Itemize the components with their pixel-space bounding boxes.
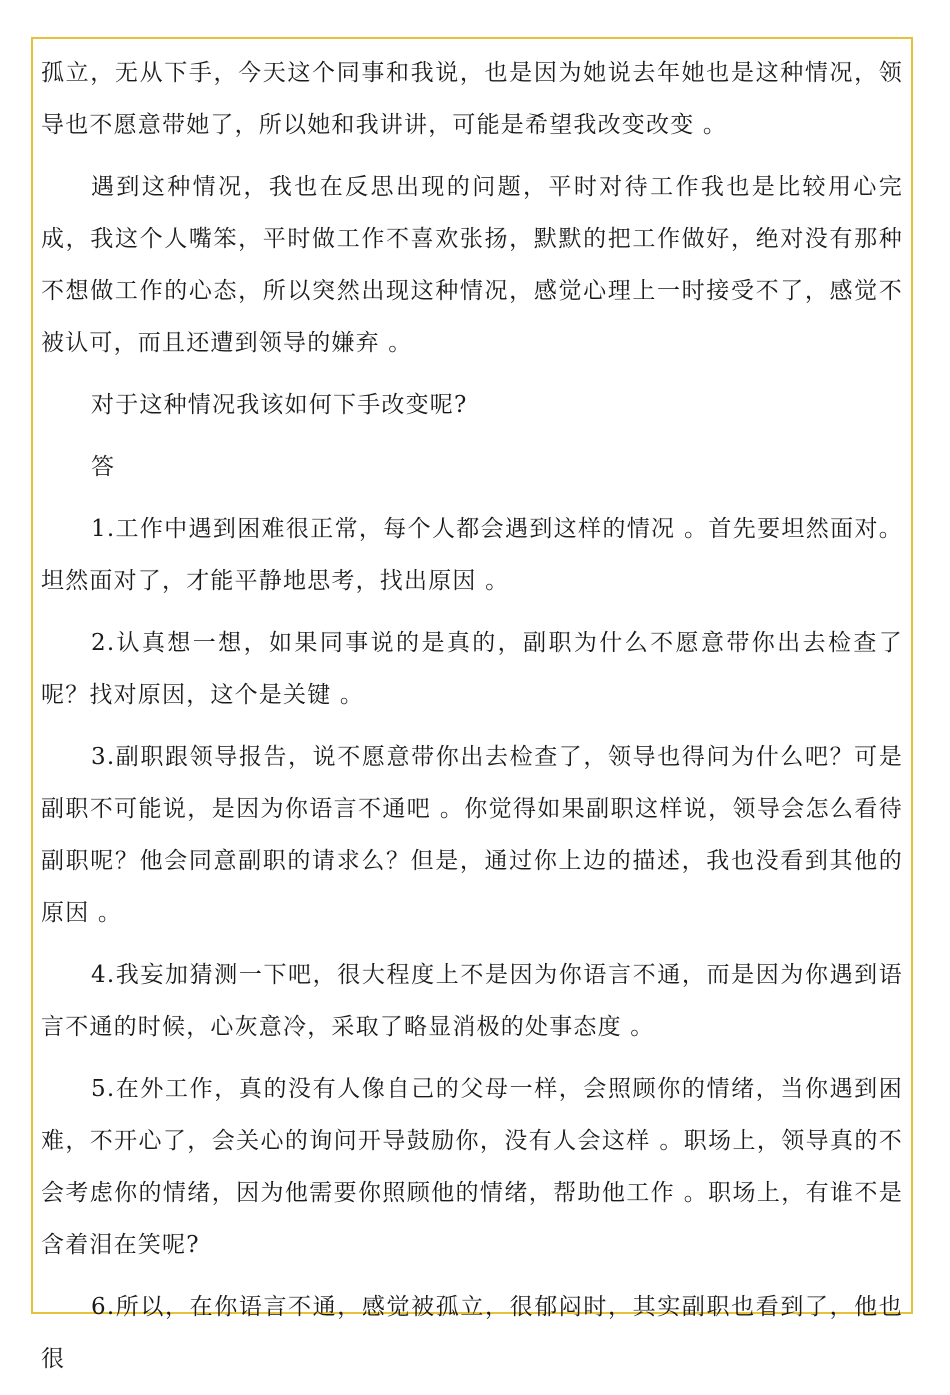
document-body xyxy=(41,47,903,1395)
paragraph-2: 遇到这种情况，我也在反思出现的问题，平时对待工作我也是比较用心完成，我这个人嘴笨，平时做工作不喜欢张扬，默默的把工作做好，绝对没有那种不想做工作的心态，所以突然出现这种情况，感觉心理上一时接受不了，感觉不被认可，而且还遭到领导的嫌弃 。 xyxy=(41,174,903,356)
paragraph-4: 答 xyxy=(91,454,116,480)
paragraph-1: 孤立，无从下手，今天这个同事和我说，也是因为她说去年她也是这种情况，领导也不愿意带她了，所以她和我讲讲，可能是希望我改变改变 。 xyxy=(41,60,903,138)
paragraph-7: 3.副职跟领导报告，说不愿意带你出去检查了，领导也得问为什么吧？可是副职不可能说，是因为你语言不通吧 。你觉得如果副职这样说，领导会怎么看待副职呢？他会同意副职的请求么？但是，通过你上边的描述，我也没看到其他的原因 。 xyxy=(41,744,903,926)
paragraph-5: 1.工作中遇到困难很正常，每个人都会遇到这样的情况 。首先要坦然面对。坦然面对了，才能平静地思考，找出原因 。 xyxy=(41,516,903,594)
paragraph-10: 6.所以，在你语言不通，感觉被孤立，很郁闷时，其实副职也看到了，他也很 xyxy=(41,1294,903,1372)
paragraph-9: 5.在外工作，真的没有人像自己的父母一样，会照顾你的情绪，当你遇到困难，不开心了，会关心的询问开导鼓励你，没有人会这样 。职场上，领导真的不会考虑你的情绪，因为他需要你照顾他的情绪，帮助他工作 。职场上，有谁不是含着泪在笑呢? xyxy=(41,1076,903,1258)
paragraph-8: 4.我妄加猜测一下吧，很大程度上不是因为你语言不通，而是因为你遇到语言不通的时候，心灰意冷，采取了略显消极的处事态度 。 xyxy=(41,962,903,1040)
page-border xyxy=(31,37,913,1372)
paragraph-3: 对于这种情况我该如何下手改变呢? xyxy=(91,392,468,418)
paragraph-6: 2.认真想一想，如果同事说的是真的，副职为什么不愿意带你出去检查了呢？找对原因，这个是关键 。 xyxy=(41,630,903,708)
